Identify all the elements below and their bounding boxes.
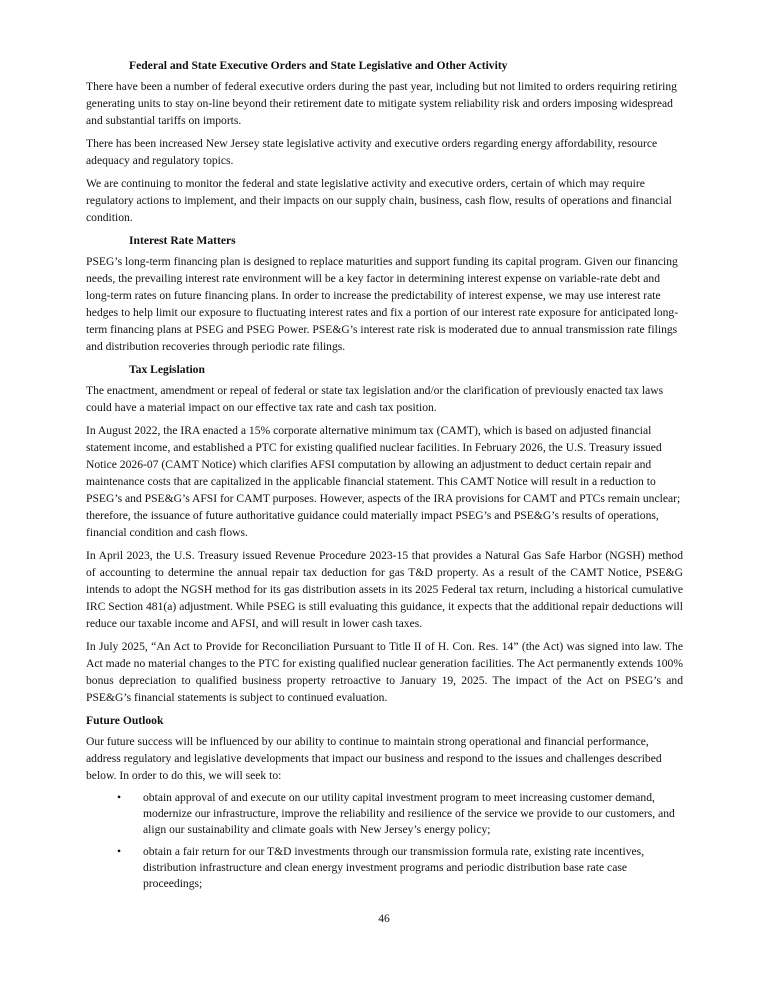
list-item-text: obtain a fair return for our T&D investments through our transmission formula rate, existing rate incentives, distribution infrastructure and clean energy investment programs and periodic distribution base rate case proceedings; <box>143 845 645 890</box>
list-item-text: obtain approval of and execute on our utility capital investment program to meet increasing customer demand, modernize our infrastructure, improve the reliability and resilience of the service we provide to our customers, and align our sustainability and climate goals with New Jersey’s energy policy; <box>143 791 675 836</box>
outlook-bullet-list <box>86 790 683 892</box>
paragraph-ira-camt: In August 2022, the IRA enacted a 15% corporate alternative minimum tax (CAMT), which is based on adjusted financial statement income, and established a PTC for existing qualified nuclear facilities. In February 2026, the U.S. Treasury issued Notice 2026-07 (CAMT Notice) which clarifies AFSI computation by allowing an adjustment to deduct certain repair and maintenance costs that are capitalized in the applicable financial statement. This CAMT Notice will result in a reduction to PSEG’s and PSE&G’s AFSI for CAMT purposes. However, aspects of the IRA provisions for CAMT and PTCs remain unclear; therefore, the issuance of future authoritative guidance could materially impact PSEG’s and PSE&G’s results of operations, financial condition and cash flows. <box>86 424 681 539</box>
paragraph-federal-orders: There have been a number of federal executive orders during the past year, including but not limited to orders requiring retiring generating units to stay on-line beyond their retirement date to mitigate system reliability risk and orders imposing widespread and substantial tariffs on imports. <box>86 80 677 127</box>
document-page <box>86 57 683 898</box>
paragraph-monitoring: We are continuing to monitor the federal and state legislative activity and executive orders, certain of which may require regulatory actions to implement, and their impacts on our supply chain, business, cash flow, results of operations and financial condition. <box>86 177 672 224</box>
page-number: 46 <box>378 912 390 925</box>
paragraph-reconciliation-act: In July 2025, “An Act to Provide for Reconciliation Pursuant to Title II of H. Con. Res. 14” (the Act) was signed into law. The Act made no material changes to the PTC for existing qualified nuclear generation facilities. The Act permanently extends 100% bonus depreciation to qualified business property retroactive to January 19, 2025. The impact of the Act on PSEG’s and PSE&G’s financial statements is subject to continued evaluation. <box>86 640 683 704</box>
heading-future-outlook: Future Outlook <box>86 714 164 727</box>
paragraph-nj-legislative: There has been increased New Jersey state legislative activity and executive orders regarding energy affordability, resource adequacy and regulatory topics. <box>86 137 658 167</box>
list-item <box>86 790 683 838</box>
bullet-marker: • <box>117 845 122 858</box>
paragraph-future-success: Our future success will be influenced by our ability to continue to maintain strong operational and financial performance, address regulatory and legislative developments that impact our business and respond to the issues and challenges described below. In order to do this, we will seek to: <box>86 735 662 782</box>
list-item <box>86 844 683 892</box>
heading-tax-legislation: Tax Legislation <box>129 363 205 376</box>
paragraph-financing-plan: PSEG’s long-term financing plan is designed to replace maturities and support funding its capital program. Given our financing needs, the prevailing interest rate environment will be a key factor in determining interest expense on variable-rate debt and long-term rates on future financing plans. In order to increase the predictability of interest expense, we may use interest rate hedges to help limit our exposure to fluctuating interest rates and fix a portion of our interest rate exposure for anticipated long-term financing plans at PSEG and PSEG Power. PSE&G’s interest rate risk is moderated due to annual transmission rate filings and distribution recoveries through periodic rate filings. <box>86 255 679 353</box>
heading-federal-state-orders: Federal and State Executive Orders and State Legislative and Other Activity <box>129 59 508 72</box>
heading-interest-rate-matters: Interest Rate Matters <box>129 234 236 247</box>
paragraph-tax-enactment: The enactment, amendment or repeal of federal or state tax legislation and/or the clarification of previously enacted tax laws could have a material impact on our effective tax rate and cash tax position. <box>86 384 664 414</box>
paragraph-revenue-procedure: In April 2023, the U.S. Treasury issued Revenue Procedure 2023-15 that provides a Natural Gas Safe Harbor (NGSH) method of accounting to determine the annual repair tax deduction for gas T&D property. As a result of the CAMT Notice, PSE&G intends to adopt the NGSH method for its gas distribution assets in its 2025 Federal tax return, including a historical cumulative IRC Section 481(a) adjustment. While PSEG is still evaluating this guidance, it expects that the additional repair deductions will reduce our taxable income and AFSI, and will result in lower cash taxes. <box>86 549 683 630</box>
bullet-marker: • <box>117 791 122 804</box>
